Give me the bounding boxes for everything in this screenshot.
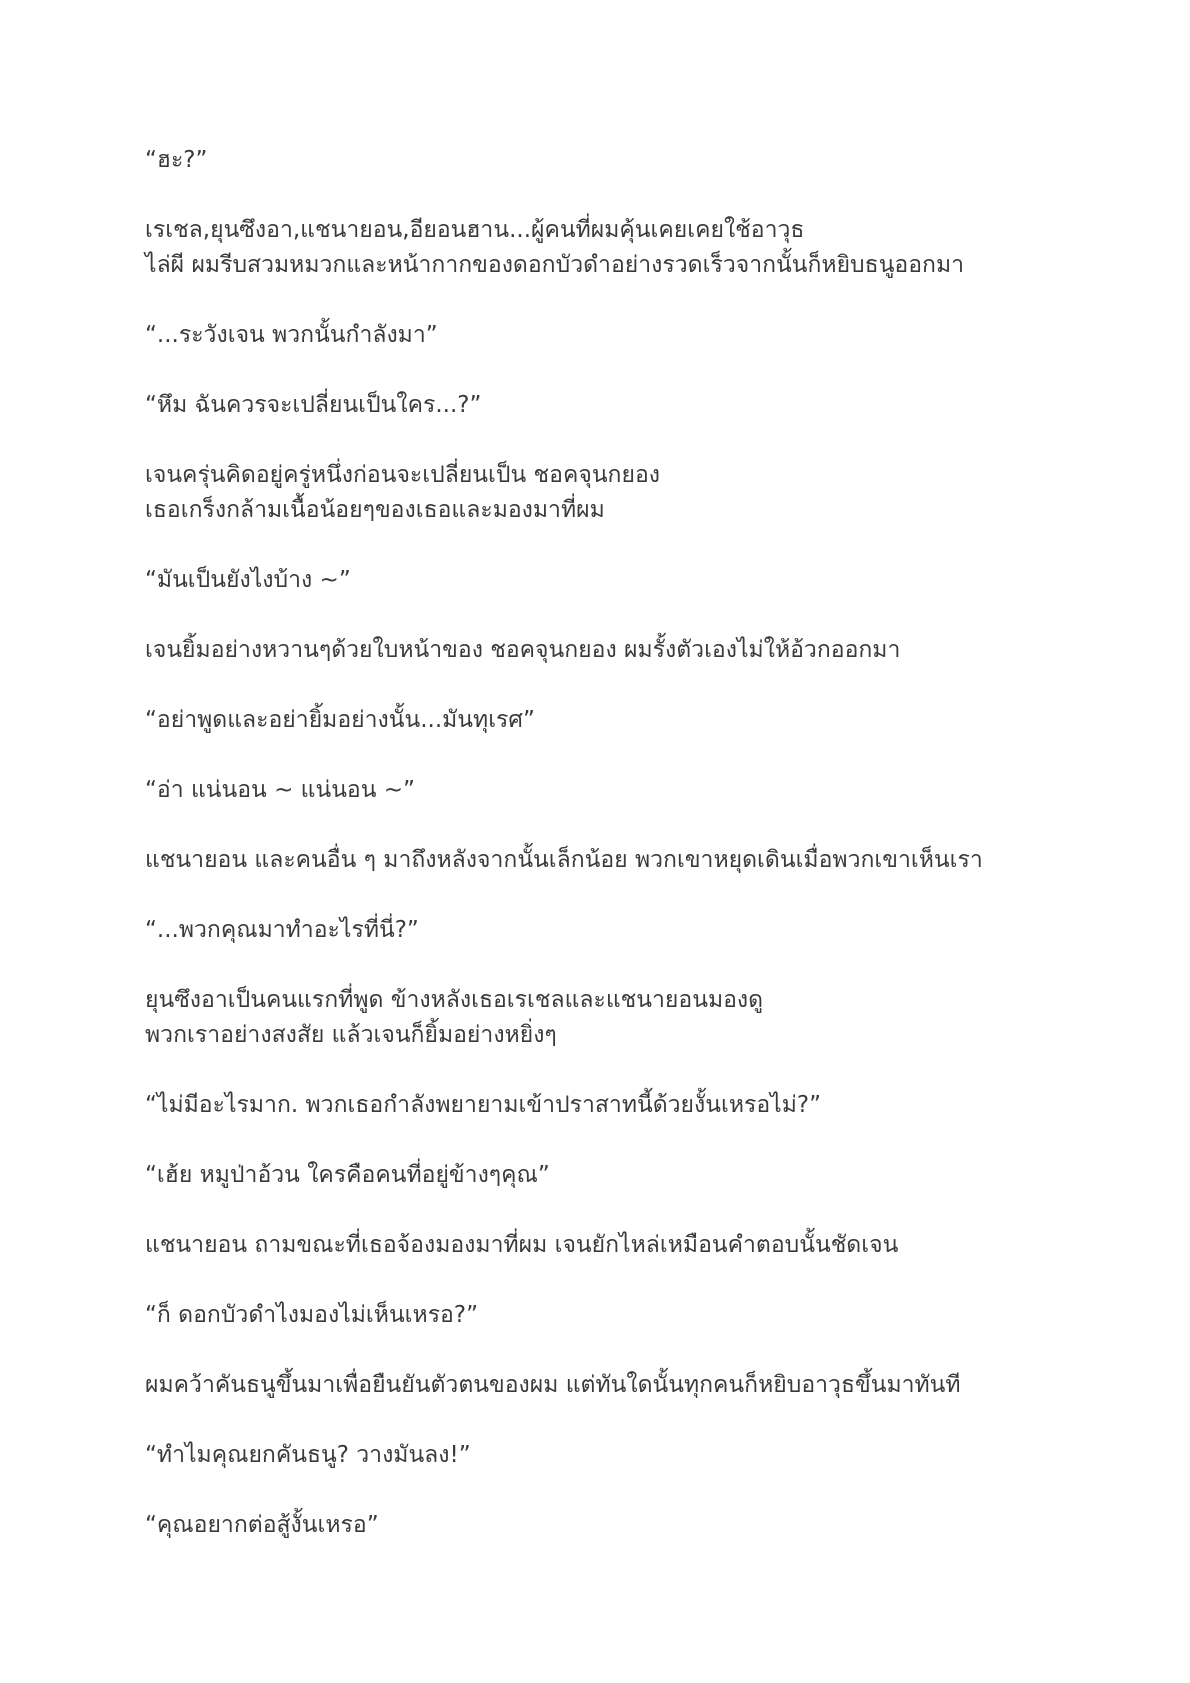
paragraph (145, 213, 1045, 283)
paragraph (145, 1088, 1045, 1123)
text-line: เรเชล,ยุนซึงอา,แชนายอน,อียอนฮาน...ผู้คนที่ผมคุ้นเคยเคยใช้อาวุธ (145, 217, 805, 243)
paragraph (145, 913, 1045, 948)
text-line: “...พวกคุณมาทำอะไรที่นี่?” (145, 917, 419, 943)
paragraph (145, 1158, 1045, 1193)
text-line: “ก็ ดอกบัวดำไงมองไม่เห็นเหรอ?” (145, 1302, 478, 1328)
text-line: “หึม ฉันควรจะเปลี่ยนเป็นใคร...?” (145, 392, 482, 418)
text-line: “ไม่มีอะไรมาก. พวกเธอกำลังพยายามเข้าปราสาทนี้ด้วยงั้นเหรอไม่?” (145, 1092, 822, 1118)
text-line: “อ่า แน่นอน ~ แน่นอน ~” (145, 777, 415, 803)
text-line: “...ระวังเจน พวกนั้นกำลังมา” (145, 322, 438, 348)
text-line: “คุณอยากต่อสู้งั้นเหรอ” (145, 1512, 379, 1538)
paragraph (145, 458, 1045, 528)
text-line: แชนายอน และคนอื่น ๆ มาถึงหลังจากนั้นเล็กน้อย พวกเขาหยุดเดินเมื่อพวกเขาเห็นเรา (145, 847, 983, 873)
paragraph (145, 1298, 1045, 1333)
paragraph (145, 1508, 1045, 1543)
paragraph (145, 143, 1045, 178)
text-line: ยุนซึงอาเป็นคนแรกที่พูด ข้างหลังเธอเรเชลและแชนายอนมองดู (145, 987, 764, 1013)
paragraph (145, 388, 1045, 423)
text-line: “เฮ้ย หมูป่าอ้วน ใครคือคนที่อยู่ข้างๆคุณ” (145, 1162, 550, 1188)
document-body (145, 143, 1045, 1578)
paragraph (145, 703, 1045, 738)
text-line: “มันเป็นยังไงบ้าง ~” (145, 567, 351, 593)
paragraph (145, 983, 1045, 1053)
text-line: “ทำไมคุณยกคันธนู? วางมันลง!” (145, 1442, 471, 1468)
paragraph (145, 1228, 1045, 1263)
paragraph (145, 773, 1045, 808)
text-line: “ฮะ?” (145, 147, 208, 173)
paragraph (145, 633, 1045, 668)
text-line: ผมคว้าคันธนูขึ้นมาเพื่อยืนยันตัวตนของผม แต่ทันใดนั้นทุกคนก็หยิบอาวุธขึ้นมาทันที (145, 1372, 961, 1398)
paragraph (145, 563, 1045, 598)
text-line: ไล่ผี ผมรีบสวมหมวกและหน้ากากของดอกบัวดำอย่างรวดเร็วจากนั้นก็หยิบธนูออกมา (145, 252, 965, 278)
text-line: เจนยิ้มอย่างหวานๆด้วยใบหน้าของ ชอคจุนกยอง ผมรั้งตัวเองไม่ให้อ้วกออกมา (145, 637, 901, 663)
text-line: แชนายอน ถามขณะที่เธอจ้องมองมาที่ผม เจนยักไหล่เหมือนคำตอบนั้นชัดเจน (145, 1232, 899, 1258)
text-line: เจนครุ่นคิดอยู่ครู่หนึ่งก่อนจะเปลี่ยนเป็น ชอคจุนกยอง (145, 462, 660, 488)
text-line: พวกเราอย่างสงสัย แล้วเจนก็ยิ้มอย่างหยิ่งๆ (145, 1022, 557, 1048)
text-line: เธอเกร็งกล้ามเนื้อน้อยๆของเธอและมองมาที่ผม (145, 497, 605, 523)
paragraph (145, 318, 1045, 353)
paragraph (145, 843, 1045, 878)
paragraph (145, 1438, 1045, 1473)
paragraph (145, 1368, 1045, 1403)
text-line: “อย่าพูดและอย่ายิ้มอย่างนั้น...มันทุเรศ” (145, 707, 535, 733)
